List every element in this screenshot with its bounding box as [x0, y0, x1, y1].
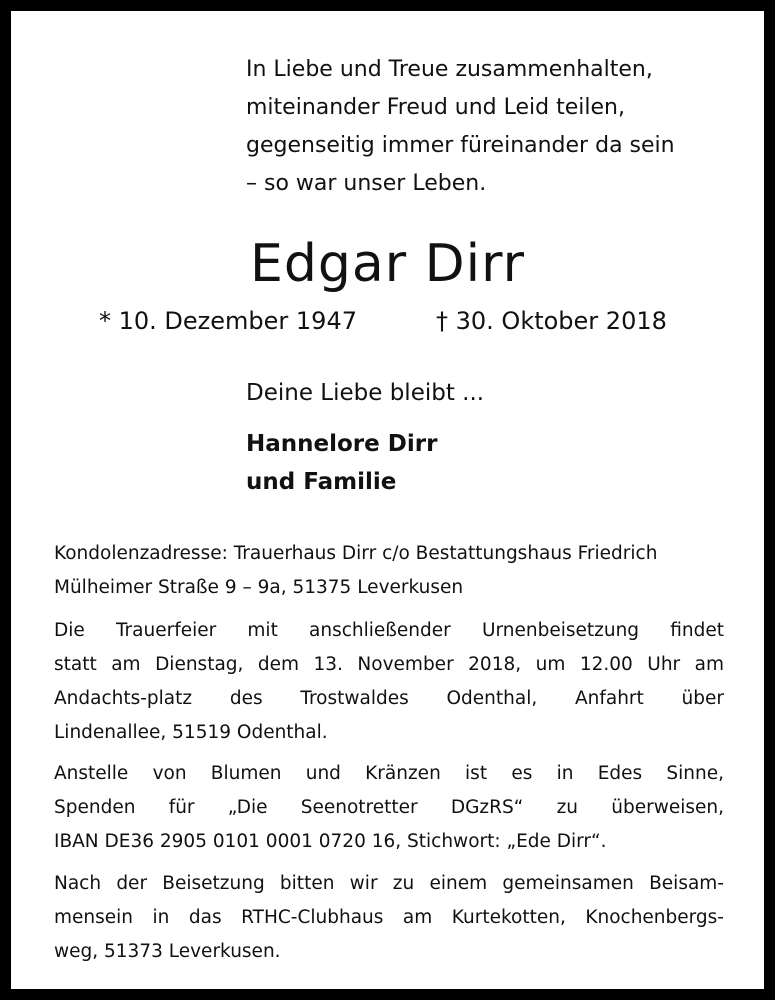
paragraph-line: Andachts-platz des Trostwaldes Odenthal, Anfahrt über	[54, 688, 724, 709]
poem	[246, 51, 675, 203]
condolence-address-paragraph	[54, 537, 724, 605]
paragraph-line: Die Trauerfeier mit anschließender Urnenbeisetzung findet	[54, 620, 724, 641]
poem-line: miteinander Freud und Leid teilen,	[246, 95, 625, 120]
paragraph-line: Lindenallee, 51519 Odenthal.	[54, 722, 328, 743]
paragraph-line: Nach der Beisetzung bitten wir zu einem gemeinsamen Beisam-	[54, 873, 724, 894]
poem-line: gegenseitig immer füreinander da sein	[246, 133, 675, 158]
signature-line: und Familie	[246, 469, 397, 495]
deceased-name: Edgar Dirr	[250, 234, 525, 294]
paragraph-line: Spenden für „Die Seenotretter DGzRS“ zu überweisen,	[54, 797, 724, 818]
donation-paragraph	[54, 757, 724, 859]
signature-line: Hannelore Dirr	[246, 431, 438, 457]
birth-date: * 10. Dezember 1947	[99, 307, 357, 335]
paragraph-line: Anstelle von Blumen und Kränzen ist es in Edes Sinne,	[54, 763, 724, 784]
funeral-service-paragraph	[54, 614, 724, 750]
paragraph-line: mensein in das RTHC-Clubhaus am Kurtekotten, Knochenbergs-	[54, 907, 724, 928]
gathering-paragraph	[54, 867, 724, 969]
poem-line: – so war unser Leben.	[246, 171, 487, 196]
paragraph-line: statt am Dienstag, dem 13. November 2018, um 12.00 Uhr am	[54, 654, 724, 675]
death-date: † 30. Oktober 2018	[436, 307, 667, 335]
paragraph-line: Kondolenzadresse: Trauerhaus Dirr c/o Bestattungshaus Friedrich	[54, 543, 658, 564]
paragraph-line: weg, 51373 Leverkusen.	[54, 941, 281, 962]
signatures	[246, 425, 437, 501]
closing-phrase: Deine Liebe bleibt ...	[246, 380, 485, 406]
paragraph-line: IBAN DE36 2905 0101 0001 0720 16, Stichwort: „Ede Dirr“.	[54, 831, 607, 852]
paragraph-line: Mülheimer Straße 9 – 9a, 51375 Leverkusen	[54, 577, 464, 598]
poem-line: In Liebe und Treue zusammenhalten,	[246, 57, 653, 82]
